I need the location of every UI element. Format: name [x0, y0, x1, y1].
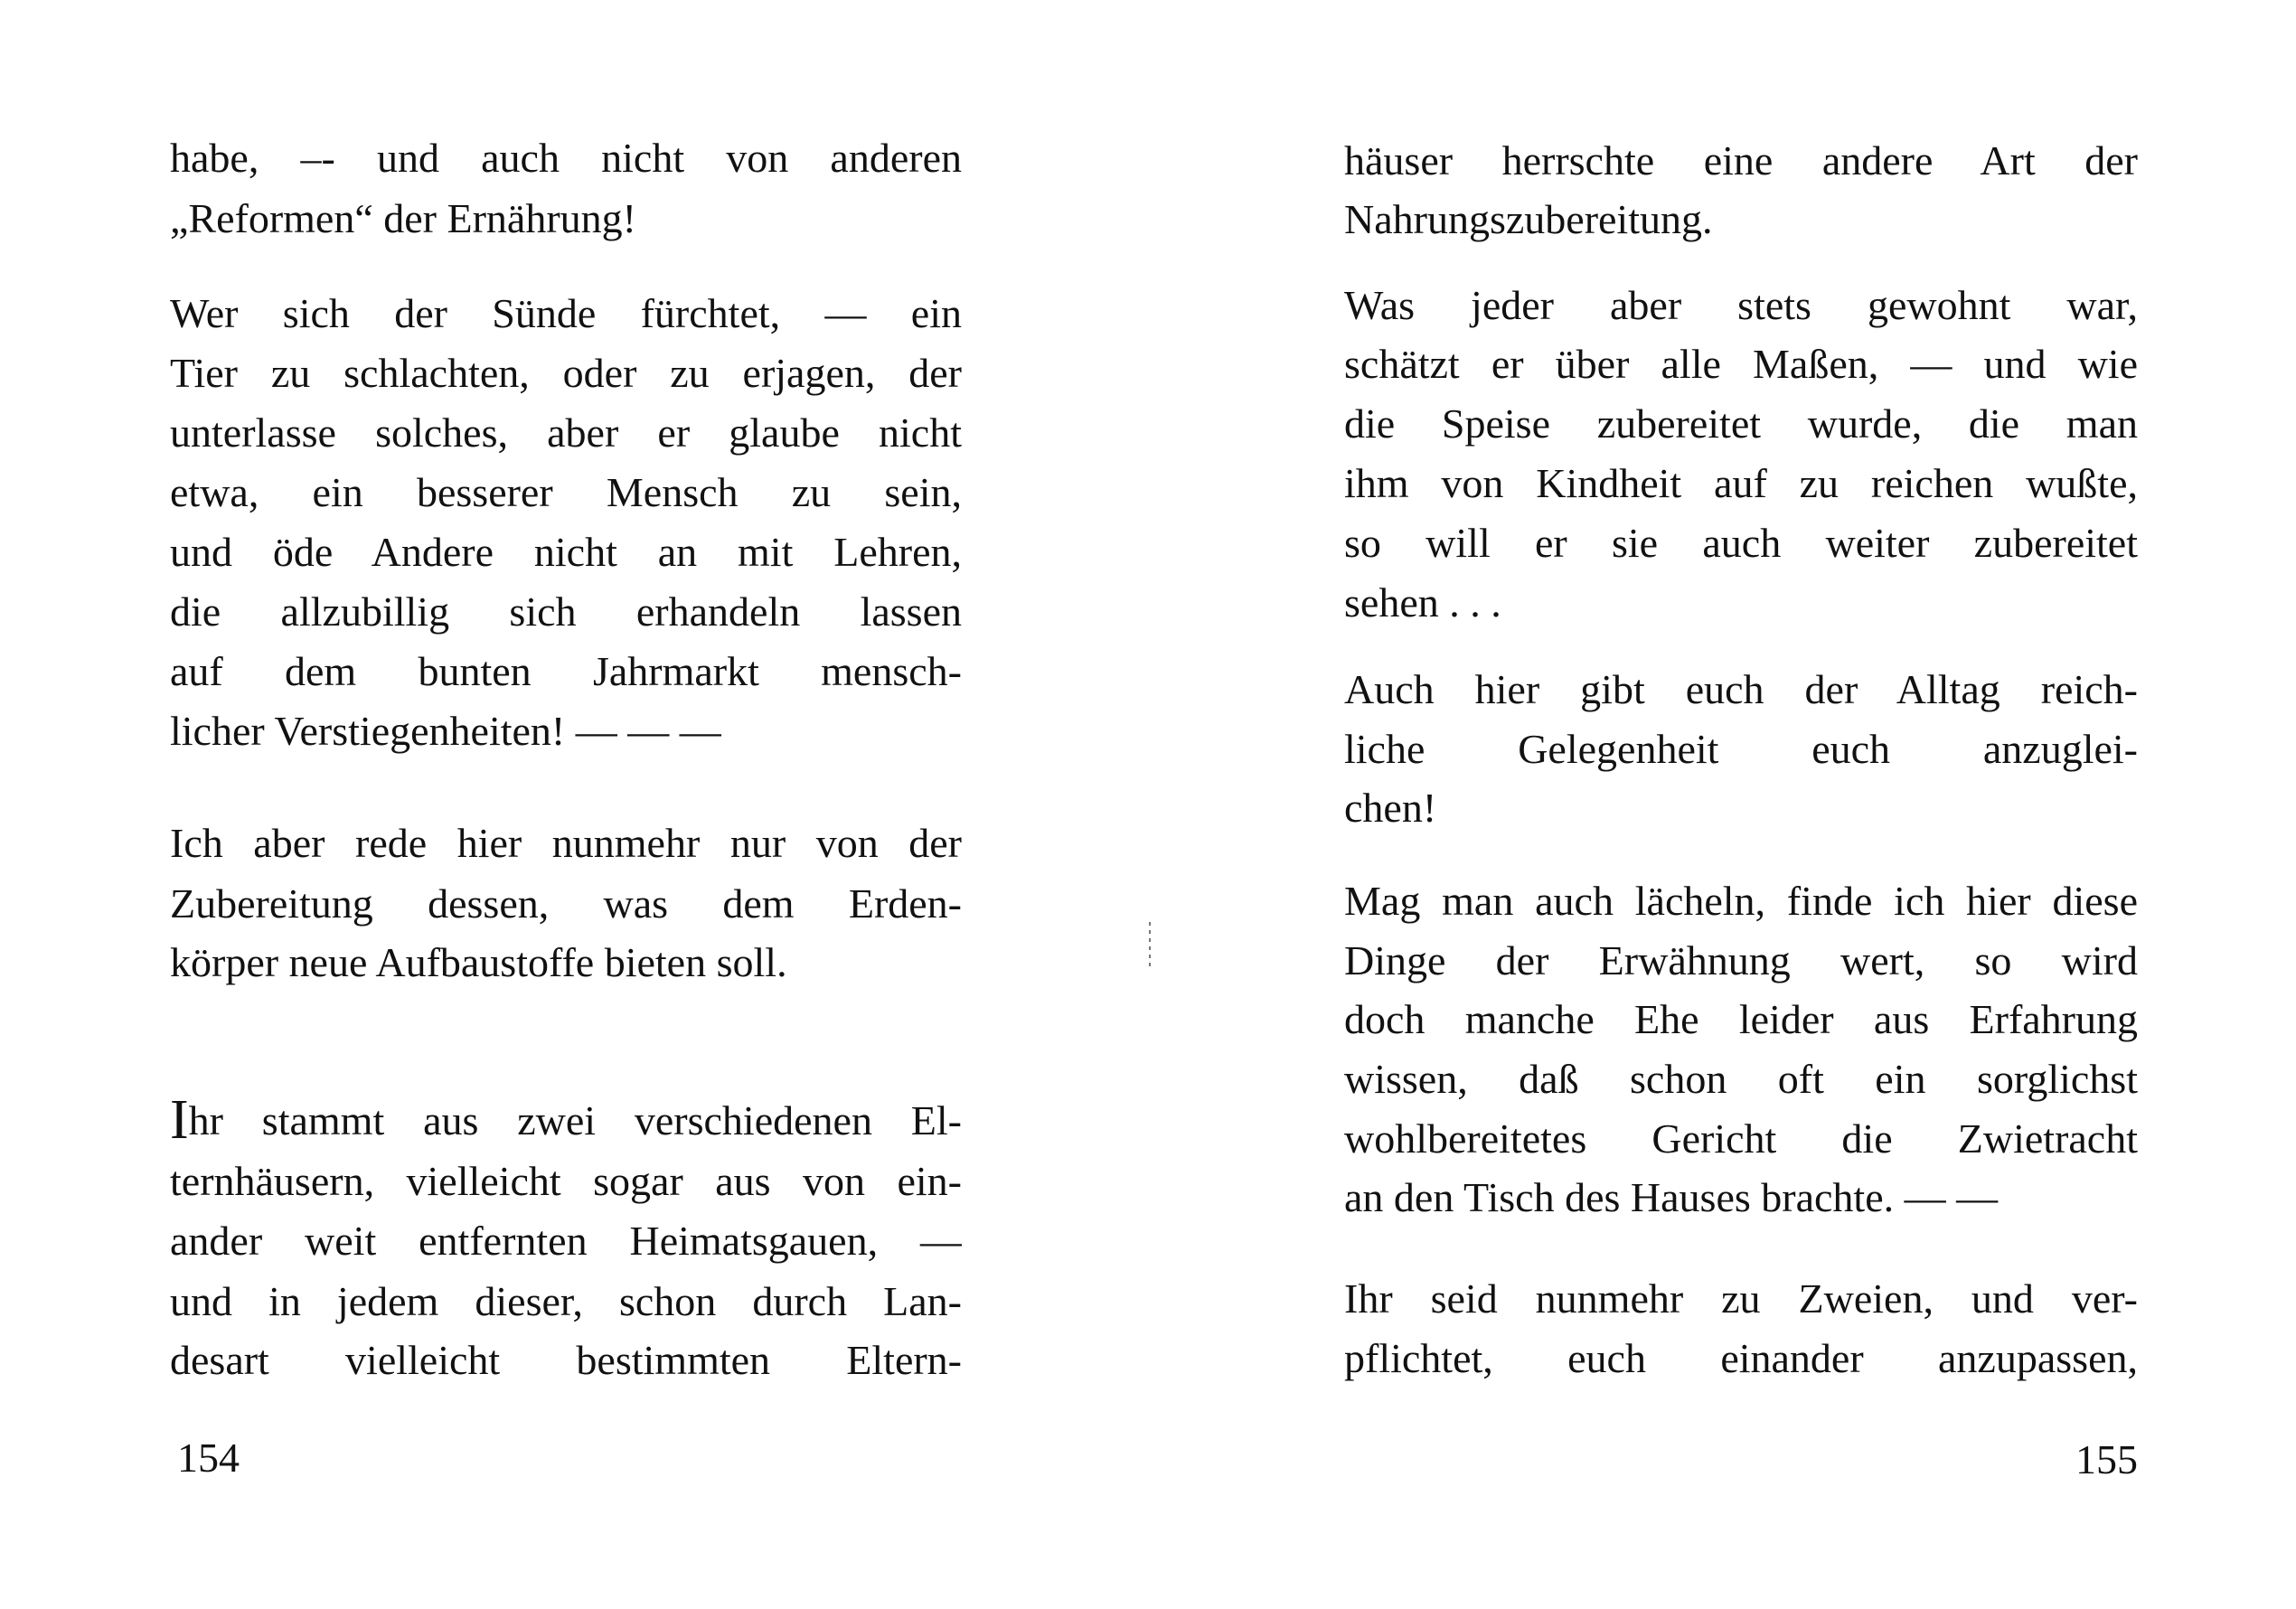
text-line: liche Gelegenheit euch anzuglei- [1344, 726, 2138, 772]
text-line: chen! [1344, 785, 1437, 831]
text-line: etwa, ein besserer Mensch zu sein, [170, 469, 962, 515]
text-line: ternhäusern, vielleicht sogar aus von ein- [170, 1158, 962, 1204]
text-line: doch manche Ehe leider aus Erfahrung [1344, 996, 2138, 1042]
text-line: Wer sich der Sünde fürchtet, — ein [170, 290, 962, 336]
text-line: Mag man auch lächeln, finde ich hier diese [1344, 878, 2138, 924]
drop-initial: I [170, 1089, 189, 1151]
text-line: Ich aber rede hier nunmehr nur von der [170, 820, 962, 866]
text-line: unterlasse solches, aber er glaube nicht [170, 409, 962, 456]
text-line: die Speise zubereitet wurde, die man [1344, 400, 2138, 447]
text-line: pflichtet, euch einander anzupassen, [1344, 1335, 2138, 1381]
text-line: wissen, daß schon oft ein sorglichst [1344, 1056, 2138, 1102]
text-line: Auch hier gibt euch der Alltag reich- [1344, 666, 2138, 712]
text-line: körper neue Aufbaustoffe bieten soll. [170, 939, 787, 985]
text-line: habe, –- und auch nicht von anderen [170, 135, 962, 181]
text-line: „Reformen“ der Ernährung! [170, 195, 636, 241]
text-line: Dinge der Erwähnung wert, so wird [1344, 937, 2138, 983]
left-page [170, 0, 962, 1609]
text-line: und in jedem dieser, schon durch Lan- [170, 1278, 962, 1324]
gutter-mark [1149, 922, 1151, 969]
text-line: ander weit entfernten Heimatsgauen, — [170, 1218, 962, 1264]
text-line: häuser herrschte eine andere Art der [1344, 137, 2138, 183]
text-line: Ihr seid nunmehr zu Zweien, und ver- [1344, 1275, 2138, 1322]
text-line: wohlbereitetes Gericht die Zwietracht [1344, 1115, 2138, 1162]
right-page [1344, 0, 2138, 1609]
text-line: Nahrungszubereitung. [1344, 196, 1713, 242]
text-line: Zubereitung dessen, was dem Erden- [170, 880, 962, 927]
text-line: licher Verstiegenheiten! — — — [170, 708, 721, 754]
text-line: ihm von Kindheit auf zu reichen wußte, [1344, 460, 2138, 506]
text-line: schätzt er über alle Maßen, — und wie [1344, 341, 2138, 387]
text-line: und öde Andere nicht an mit Lehren, [170, 529, 962, 575]
text-line: auf dem bunten Jahrmarkt mensch- [170, 648, 962, 694]
page-number: 154 [177, 1435, 240, 1481]
text-line: die allzubillig sich erhandeln lassen [170, 588, 962, 635]
text-line: an den Tisch des Hauses brachte. — — [1344, 1174, 1999, 1220]
text-line: Was jeder aber stets gewohnt war, [1344, 282, 2138, 328]
text-line-rest: hr stammt aus zwei verschiedenen El- [188, 1097, 962, 1143]
text-line [170, 1089, 962, 1151]
text-line: desart vielleicht bestimmten Eltern- [170, 1337, 962, 1383]
text-line: sehen . . . [1344, 579, 1501, 626]
text-line: so will er sie auch weiter zubereitet [1344, 520, 2138, 566]
text-line: Tier zu schlachten, oder zu erjagen, der [170, 350, 962, 396]
page-number: 155 [2075, 1436, 2138, 1482]
